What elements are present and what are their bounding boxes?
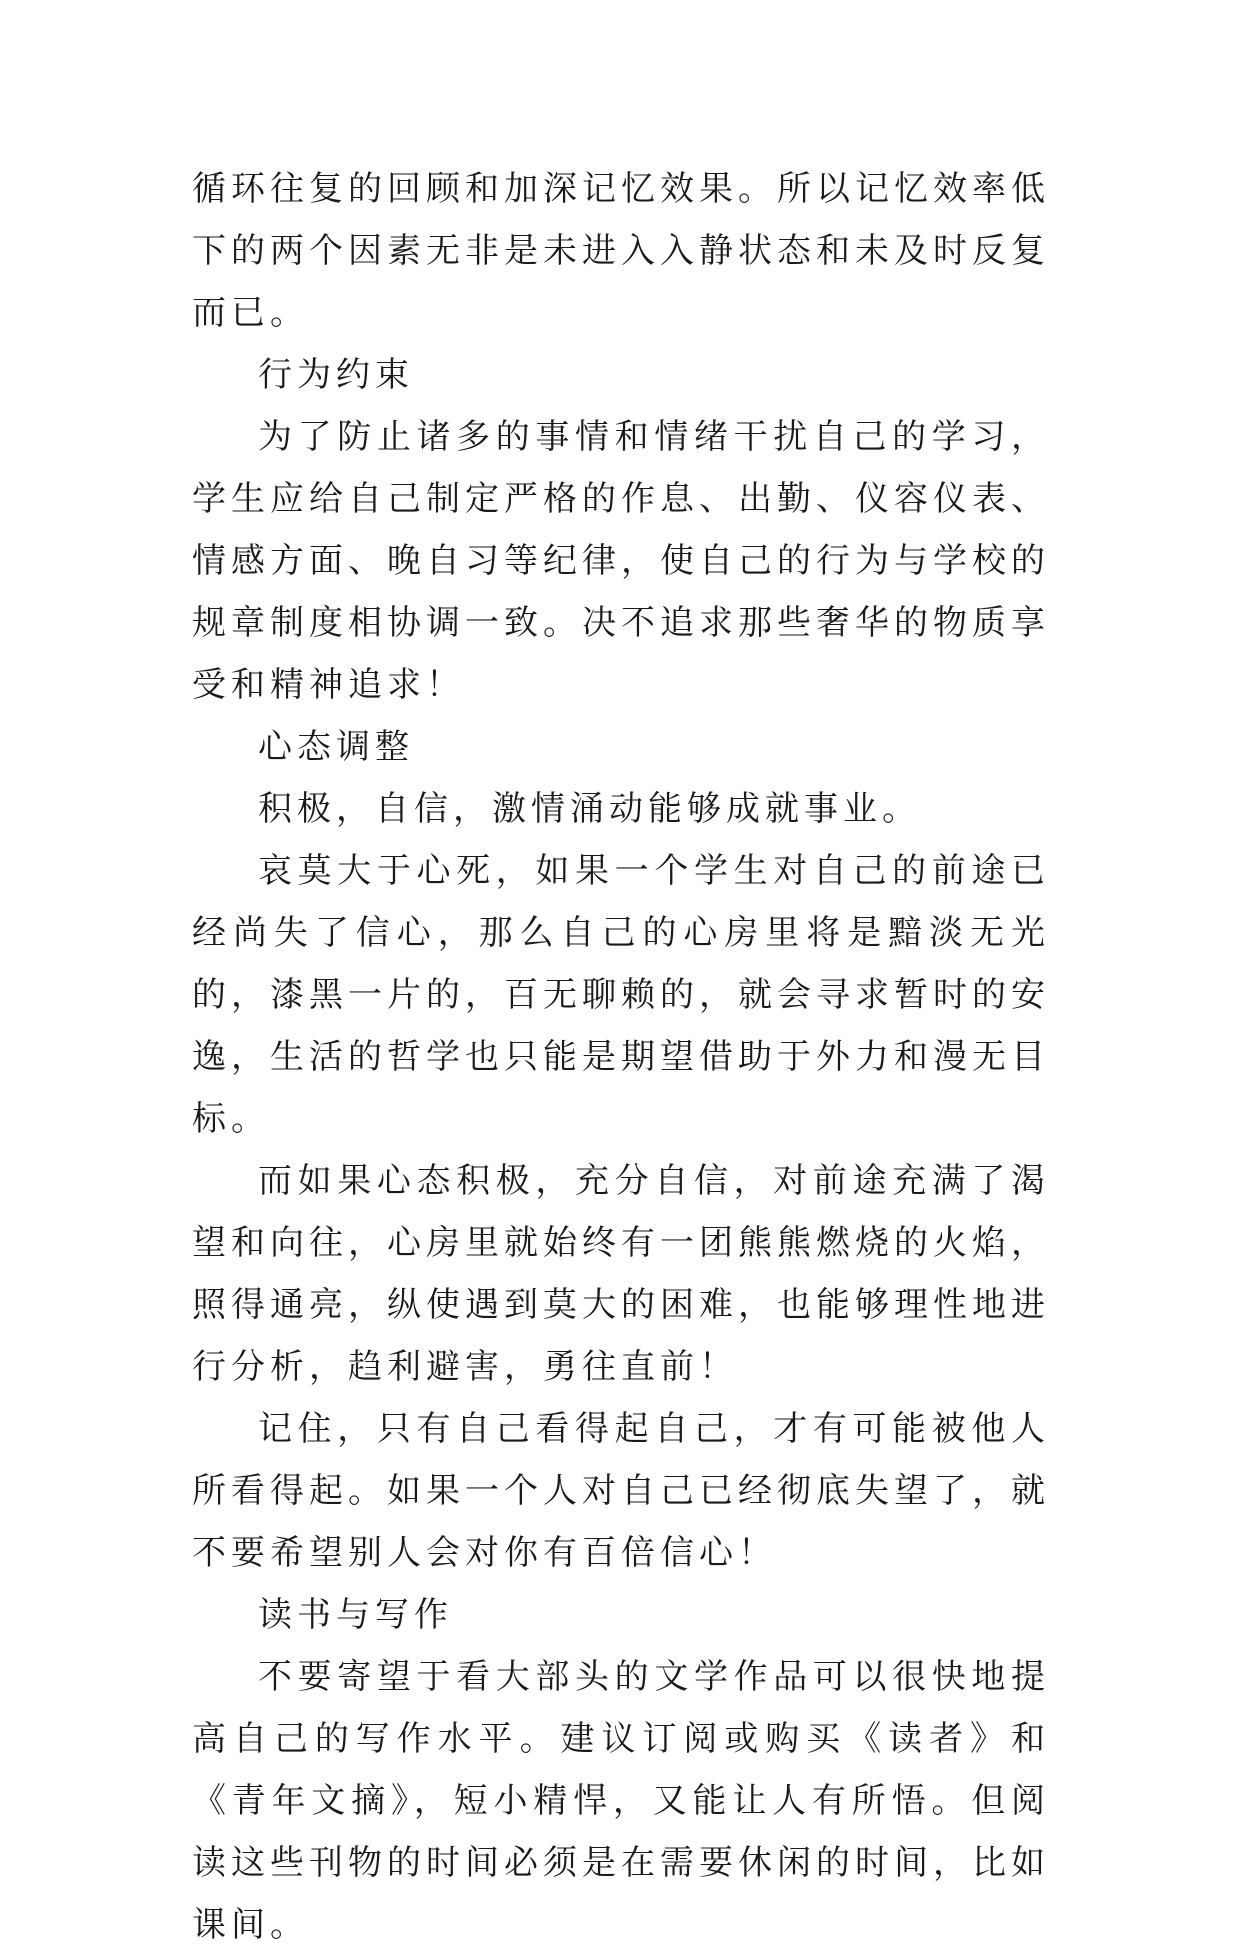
section-heading-behavior: 行为约束: [258, 355, 414, 395]
section-heading-mindset: 心态调整: [258, 727, 414, 767]
paragraph-mindset-4: 记住，只有自己看得起自己，才有可能被他人所看得起。如果一个人对自己已经彻底失望了，就不要希望别人会对你有百倍信心！: [192, 1409, 1050, 1573]
paragraph-reading-writing: 不要寄望于看大部头的文学作品可以很快地提高自己的写作水平。建议订阅或购买《读者》和《青年文摘》，短小精悍，又能让人有所悟。但阅读这些刊物的时间必须是在需要休闲的时间，比如课间。: [192, 1657, 1050, 1945]
paragraph-memory-continuation: 循环往复的回顾和加深记忆效果。所以记忆效率低下的两个因素无非是未进入入静状态和未及时反复而已。: [192, 169, 1050, 333]
paragraph-behavior: 为了防止诸多的事情和情绪干扰自己的学习，学生应给自己制定严格的作息、出勤、仪容仪表、情感方面、晚自习等纪律，使自己的行为与学校的规章制度相协调一致。决不追求那些奢华的物质享受和精神追求！: [192, 417, 1050, 705]
document-body: [192, 158, 1050, 1956]
paragraph-mindset-3: 而如果心态积极，充分自信，对前途充满了渴望和向往，心房里就始终有一团熊熊燃烧的火焰，照得通亮，纵使遇到莫大的困难，也能够理性地进行分析，趋利避害，勇往直前！: [192, 1161, 1050, 1387]
paragraph-mindset-2: 哀莫大于心死，如果一个学生对自己的前途已经尚失了信心，那么自己的心房里将是黯淡无光的，漆黑一片的，百无聊赖的，就会寻求暂时的安逸，生活的哲学也只能是期望借助于外力和漫无目标。: [192, 851, 1050, 1139]
paragraph-mindset-1: 积极，自信，激情涌动能够成就事业。: [258, 789, 921, 829]
section-heading-reading-writing: 读书与写作: [258, 1595, 453, 1635]
